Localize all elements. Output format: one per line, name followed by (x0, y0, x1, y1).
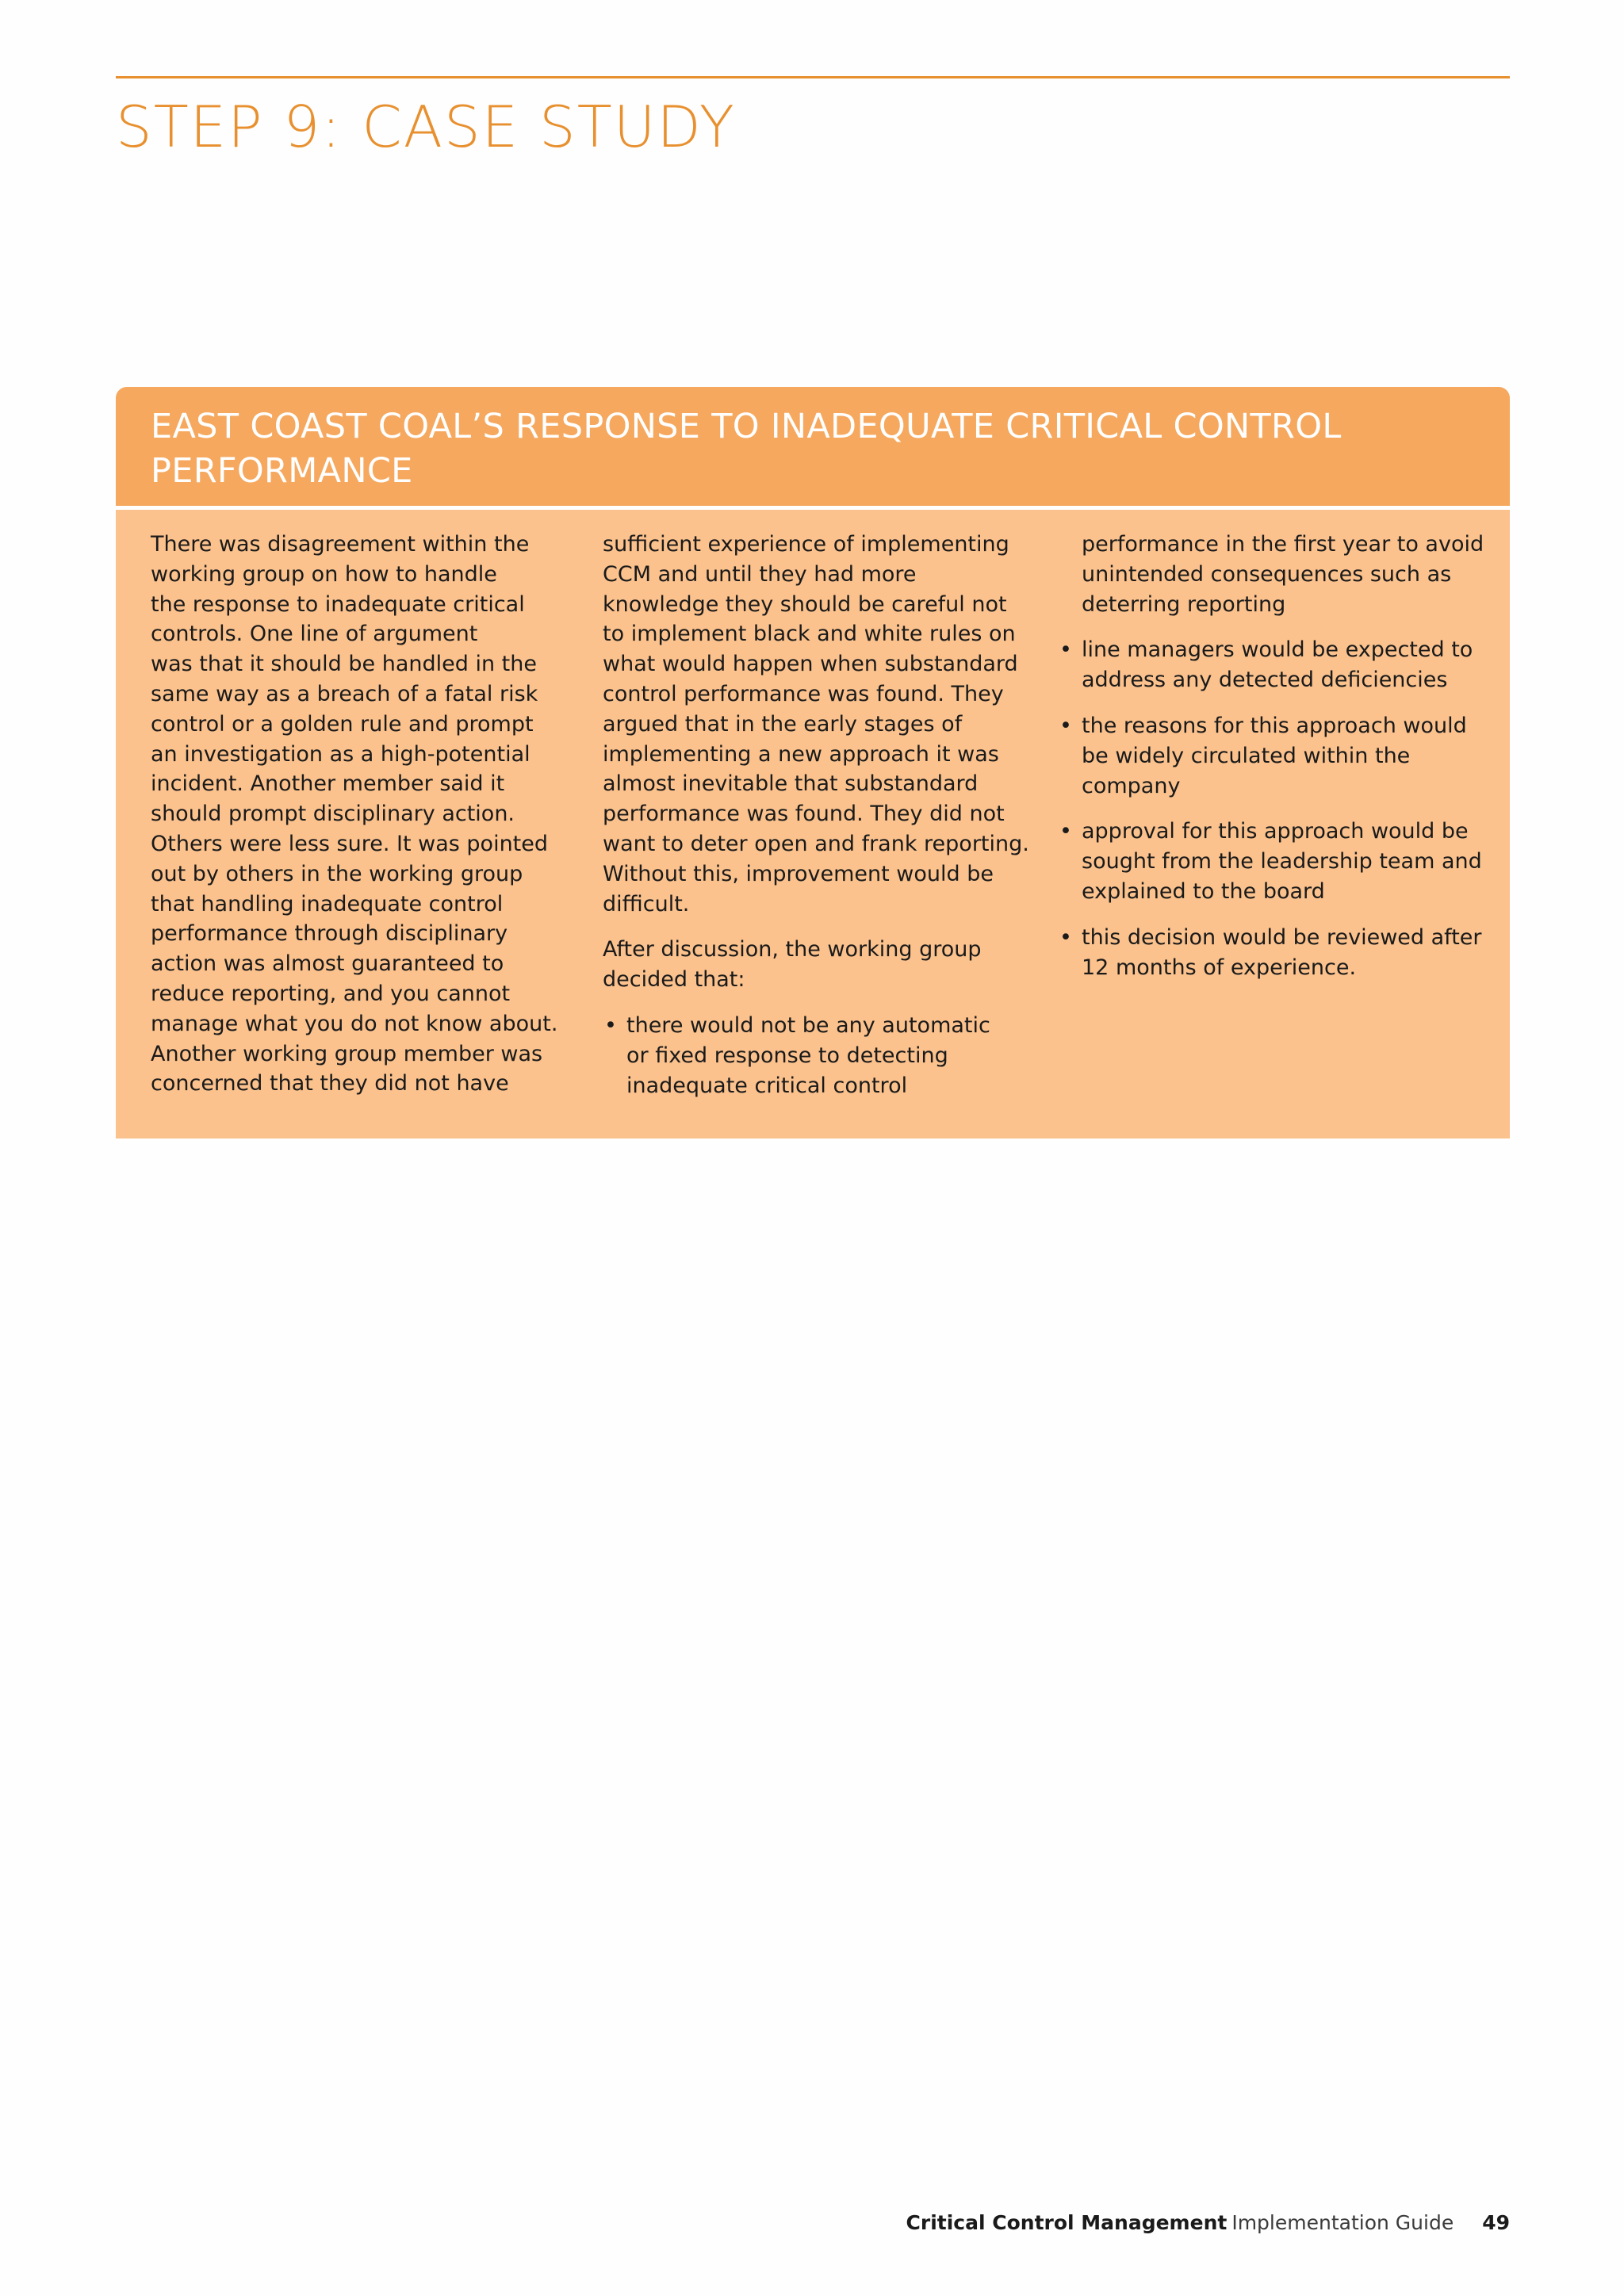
bullet-icon: • (604, 1012, 617, 1038)
bullet-icon: • (1059, 924, 1072, 950)
bullet-continuation: performance in the first year to avoid unintended consequences such as deterring reporting (1082, 532, 1484, 617)
list-item (1058, 923, 1502, 983)
list-item (1058, 711, 1502, 801)
bullet-list (1058, 635, 1502, 982)
footer-title-bold: Critical Control Management (906, 2211, 1228, 2234)
footer-title-light: Implementation Guide (1231, 2211, 1454, 2234)
list-item (1058, 635, 1502, 695)
column-2-paragraph-2: After discussion, the working group decided that: (603, 937, 982, 993)
bullet-text: the reasons for this approach would be widely circulated within the company (1082, 713, 1467, 798)
bullet-icon: • (1059, 819, 1072, 844)
bullet-icon: • (1059, 637, 1072, 663)
top-rule (116, 76, 1510, 78)
column-3 (1058, 530, 1502, 998)
paragraph-gap (603, 995, 1047, 1011)
case-study-box (116, 387, 1510, 1138)
list-item (603, 1011, 1047, 1100)
case-study-header (116, 387, 1510, 506)
bullet-text: this decision would be reviewed after 12 months of experience. (1082, 924, 1482, 980)
case-study-title-line: EAST COAST COAL’S RESPONSE TO INADEQUATE CRITICAL CONTROL (151, 407, 1342, 446)
bullet-list (603, 1011, 1047, 1100)
column-1 (151, 530, 579, 1099)
page-number: 49 (1482, 2211, 1510, 2234)
column-2 (603, 530, 1047, 1116)
column-1-paragraph: There was disagreement within the working group on how to handle the response to inadequate critical controls. One line of argument was that it should be handled in the same way as a breach of a fatal risk control or a golden rule and prompt an investigation as a high-potential incident. Another member said it should prompt disciplinary action. Others were less sure. It was pointed out by others in the working group that handling inadequate control performance through disciplinary action was almost guaranteed to reduce reporting, and you cannot manage what you do not know about. Another working group member was concerned that they did not have (151, 532, 558, 1096)
paragraph-gap (1058, 619, 1502, 635)
case-study-body (116, 510, 1510, 1138)
page-title: STEP 9: CASE STUDY (116, 94, 736, 160)
case-study-title (151, 404, 1419, 493)
case-study-title-line: PERFORMANCE (151, 451, 413, 491)
bullet-text: there would not be any automatic or fixed response to detecting inadequate critical control (626, 1012, 990, 1098)
paragraph-gap (603, 919, 1047, 935)
bullet-text: approval for this approach would be sought from the leadership team and explained to the board (1082, 819, 1482, 904)
bullet-icon: • (1059, 713, 1072, 738)
list-item (1058, 817, 1502, 906)
page-footer (906, 2210, 1510, 2237)
column-2-paragraph-1: sufficient experience of implementing CCM and until they had more knowledge they should be careful not to implement black and white rules on what would happen when substandard control performance was found. They argued that in the early stages of implementing a new approach it was almost inevitable that substandard performance was found. They did not want to deter open and frank reporting. Without this, improvement would be difficult. (603, 532, 1029, 916)
bullet-text: line managers would be expected to address any detected deficiencies (1082, 637, 1473, 693)
